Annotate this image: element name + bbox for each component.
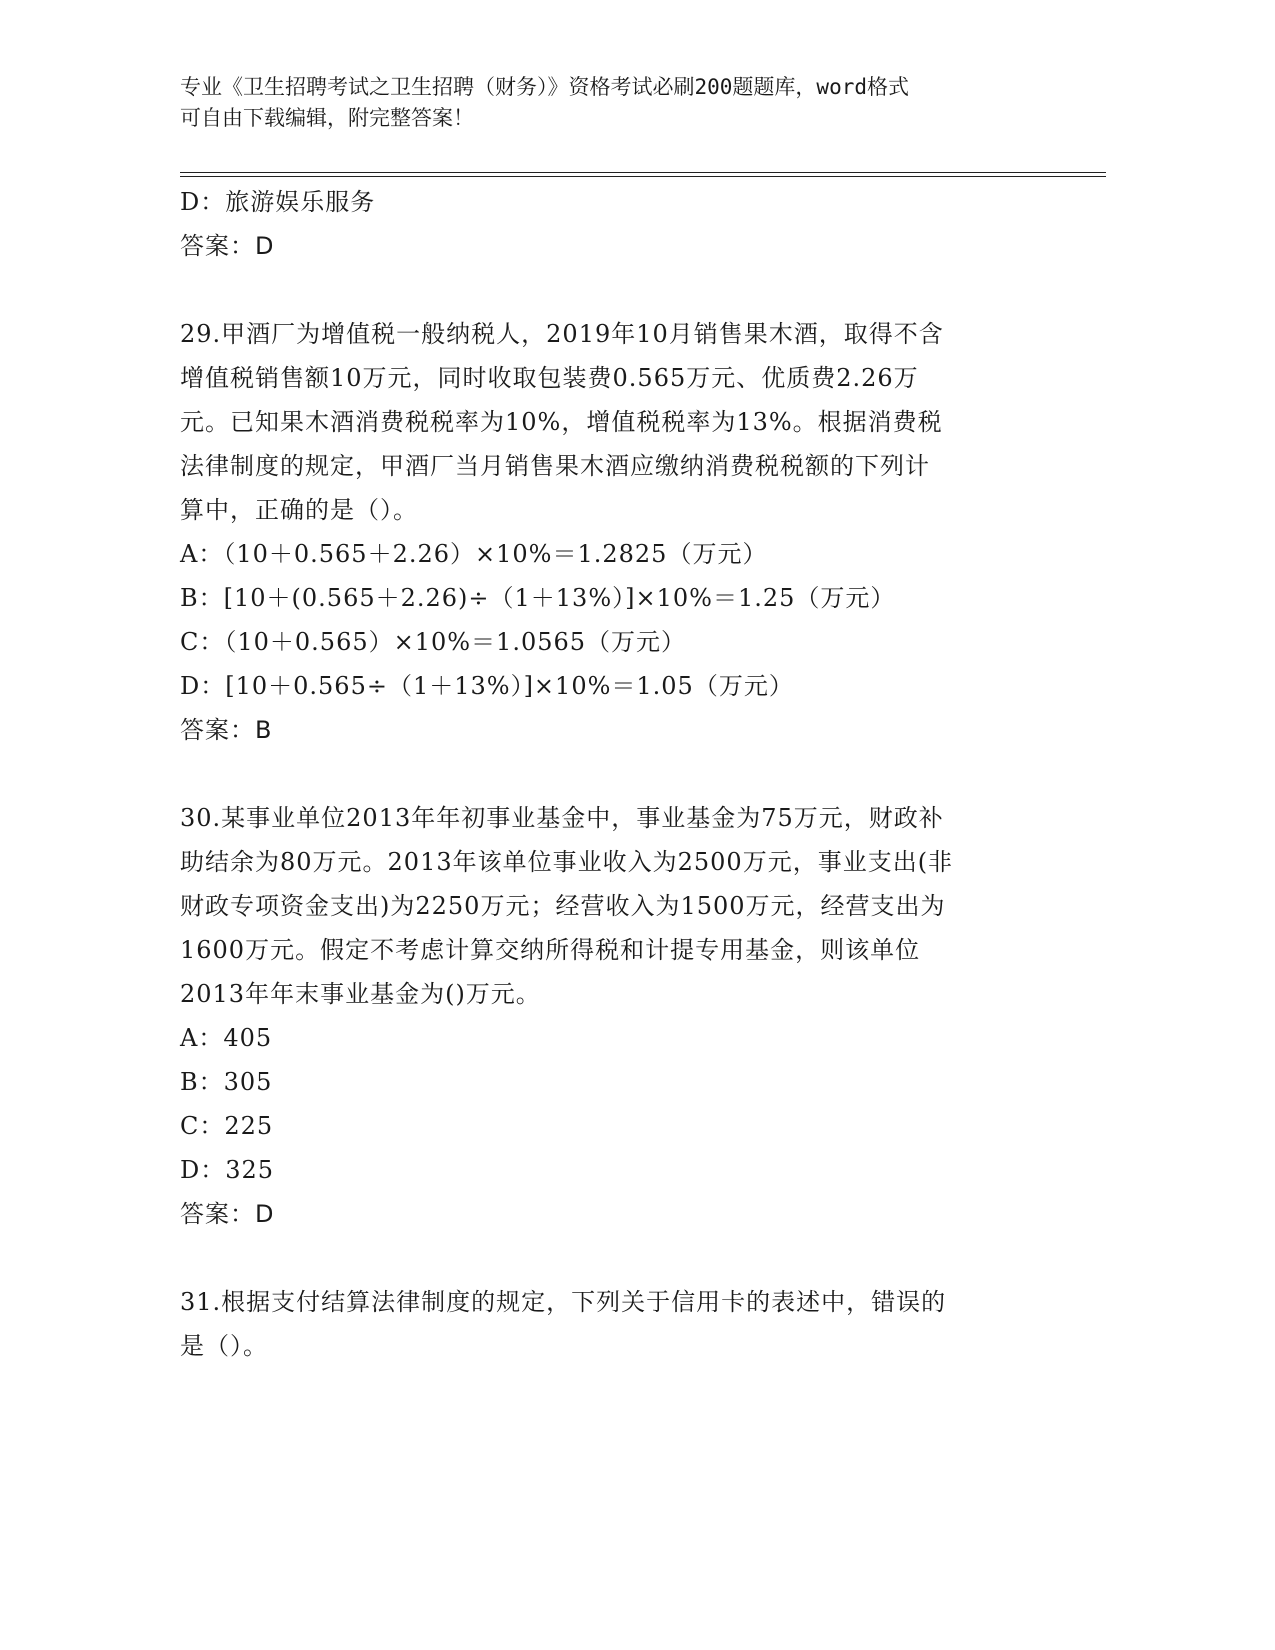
- q29-option-b: B：[10＋(0.565＋2.26)÷（1＋13%）]×10%＝1.25（万元）: [180, 584, 896, 612]
- q29-stem-line: 增值税销售额10万元，同时收取包装费0.565万元、优质费2.26万: [180, 364, 919, 392]
- spacer: [180, 1236, 1050, 1280]
- spacer: [180, 268, 1050, 312]
- q31-stem-line: 是（）。: [180, 1332, 268, 1360]
- q29-stem-line: 元。已知果木酒消费税税率为10%，增值税税率为13%。根据消费税: [180, 408, 943, 436]
- q28-option-d: D：旅游娱乐服务: [180, 188, 376, 216]
- q29-option-c: C：（10＋0.565）×10%＝1.0565（万元）: [180, 628, 687, 656]
- q29-stem: [180, 312, 1040, 532]
- q30-option-b: B：305: [180, 1068, 273, 1096]
- spacer: [180, 752, 1050, 796]
- header-line-2: 可自由下载编辑，附完整答案！: [180, 106, 474, 130]
- q29-answer: 答案：B: [180, 716, 273, 744]
- document-body: [180, 180, 1050, 1368]
- header-line-1: 专业《卫生招聘考试之卫生招聘（财务）》资格考试必刷200题题库，word格式: [180, 75, 909, 99]
- q29-option-d: D：[10＋0.565÷（1＋13%）]×10%＝1.05（万元）: [180, 672, 794, 700]
- header-divider: [180, 172, 1106, 177]
- q31-stem: [180, 1280, 1040, 1368]
- q30-option-a: A：405: [180, 1024, 273, 1052]
- q29-stem-line: 法律制度的规定，甲酒厂当月销售果木酒应缴纳消费税税额的下列计: [180, 452, 930, 480]
- q29-option-a: A：（10＋0.565＋2.26）×10%＝1.2825（万元）: [180, 540, 768, 568]
- q30-stem-line: 1600万元。假定不考虑计算交纳所得税和计提专用基金，则该单位: [180, 936, 921, 964]
- q30-option-c: C：225: [180, 1112, 274, 1140]
- q31-stem-line: 31.根据支付结算法律制度的规定，下列关于信用卡的表述中，错误的: [180, 1288, 947, 1316]
- q30-stem-line: 2013年年末事业基金为()万元。: [180, 980, 541, 1008]
- q30-option-d: D：325: [180, 1156, 275, 1184]
- q30-stem-line: 30.某事业单位2013年年初事业基金中，事业基金为75万元，财政补: [180, 804, 944, 832]
- page-header: [180, 72, 1060, 134]
- q28-answer: 答案：D: [180, 232, 275, 260]
- q29-stem-line: 算中，正确的是（）。: [180, 496, 418, 524]
- q30-stem-line: 财政专项资金支出)为2250万元；经营收入为1500万元，经营支出为: [180, 892, 946, 920]
- q30-stem-line: 助结余为80万元。2013年该单位事业收入为2500万元，事业支出(非: [180, 848, 954, 876]
- q29-stem-line: 29.甲酒厂为增值税一般纳税人，2019年10月销售果木酒，取得不含: [180, 320, 944, 348]
- q30-stem: [180, 796, 1040, 1016]
- q30-answer: 答案：D: [180, 1200, 275, 1228]
